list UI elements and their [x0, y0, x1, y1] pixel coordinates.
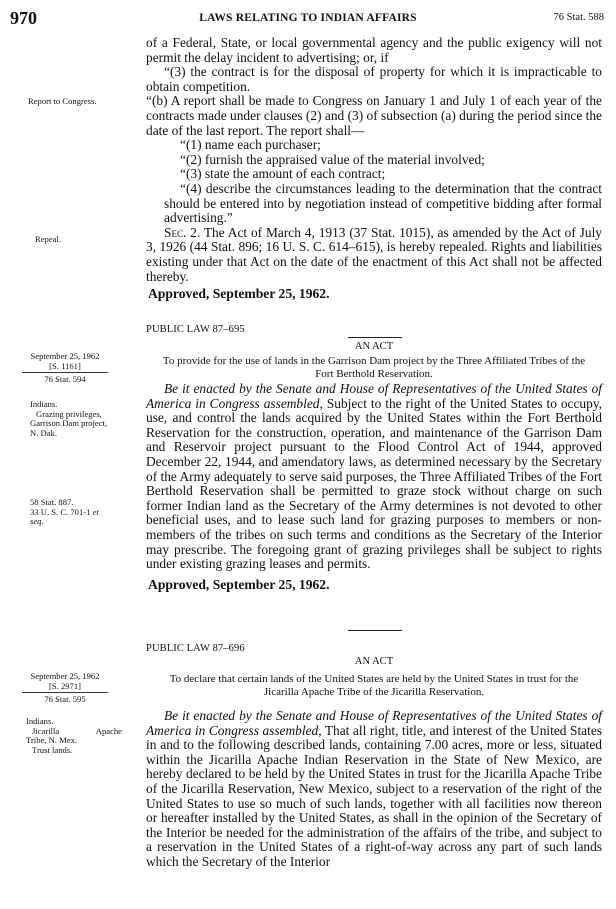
list-item: “(2) furnish the appraised value of the material involved; [180, 151, 485, 167]
public-law-number: PUBLIC LAW 87–695 [146, 324, 245, 335]
act-body [146, 709, 602, 870]
bill-number: [S. 1161] [49, 360, 81, 371]
citation-line: seq. [30, 516, 44, 527]
enacting-clause: Be it enacted by the Senate and House of Representatives of the United States of America in Congress assembled, [146, 381, 602, 411]
margin-note-report: Report to Congress. [28, 96, 97, 106]
list-item: “(1) name each purchaser; [180, 137, 321, 153]
paragraph: of a Federal, State, or local governmental agency and the public exigency will not permit the delay incident to advertising; or, if [146, 35, 602, 65]
divider [22, 372, 108, 373]
paragraph: “(3) the contract is for the disposal of property for which it is impracticable to obtain competition. [146, 64, 602, 94]
subject-line: Indians. [30, 399, 58, 409]
enacting-paragraph [146, 382, 602, 572]
subject-line: Indians. [26, 716, 54, 726]
enacting-paragraph [146, 709, 602, 870]
subject-line: Grazing privileges, [36, 408, 102, 419]
running-title: LAWS RELATING TO INDIAN AFFAIRS [199, 12, 417, 24]
subject-line: Jicarilla Apache [32, 725, 122, 736]
list-item: “(3) state the amount of each contract; [180, 166, 386, 182]
margin-note-subject [30, 400, 150, 438]
subject-line: N. Dak. [30, 427, 57, 438]
act-purpose: To provide for the use of lands in the Garrison Dam project by the Three Affiliated Tribes of the Fort Berthold Reservation. [162, 355, 586, 380]
bill-number: [S. 2971] [49, 680, 81, 691]
divider [348, 630, 402, 631]
public-law-number: PUBLIC LAW 87–696 [146, 643, 245, 654]
page-number: 970 [10, 8, 37, 28]
approval-date: Approved, September 25, 1962. [148, 286, 330, 302]
paragraph [146, 226, 602, 284]
stat-reference: 76 Stat. 588 [553, 12, 604, 23]
citation-line: 58 Stat. 887. [30, 497, 74, 507]
continuation-text [146, 36, 602, 302]
subject-line: Tribe, N. Mex. [26, 735, 78, 746]
act-text: Subject to the right of the United States to occupy, use, and control the lands acquired by the United States within the Fort Berthold Reservation for the construction, operation, and maintenance of the Garrison Dam and Reservoir project pursuant to the Flood Control Act of 1944, approved December 22, 1944, and amendatory laws, as determined necessary by the Secretary of the Army adequately to serve said purposes, the Three Affiliated Tribes of the Fort Berthold Reservation shall be permitted to graze stock without charge on such former Indian land as the Secretary of the Army determines is not devoted to other beneficial uses, and to lease such land for grazing purposes to members or non-members of the tribes on such terms and conditions as the Secretary of the Interior may prescribe. The foregoing grant of grazing privileges shall be subject to rights under existing grazing leases and permits. [146, 395, 602, 572]
margin-note-repeal: Repeal. [35, 234, 62, 244]
approval-date: Approved, September 25, 1962. [148, 576, 330, 592]
enactment-date: September 25, 1962 [30, 351, 100, 361]
statute-reference: 76 Stat. 594 [44, 374, 86, 385]
page-header [0, 4, 616, 28]
statute-reference: 76 Stat. 595 [44, 694, 86, 705]
margin-note-citation [30, 498, 150, 527]
act-heading: AN ACT [354, 341, 394, 352]
citation-line: 33 U. S. C. 701-1 et [30, 506, 99, 517]
divider [22, 692, 108, 693]
margin-note-date [4, 352, 126, 385]
act-purpose: To declare that certain lands of the United States are held by the United States in trust for the Jicarilla Apache Tribe of the Jicarilla Reservation. [169, 673, 579, 698]
section-text: The Act of March 4, 1913 (37 Stat. 1015), as amended by the Act of July 3, 1926 (44 Stat. 896; 16 U. S. C. 614–615), is hereby repealed. Rights and liabilities existing under that Act on the date of the enactment of this Act shall not be affected thereby. [146, 224, 602, 284]
list-item: “(4) describe the circumstances leading to the determination that the contract should be entered into by negotiation instead of competitive bidding after formal advertising.” [164, 180, 602, 226]
paragraph: “(b) A report shall be made to Congress on January 1 and July 1 of each year of the contracts made under clauses (2) and (3) of subsection (a) during the period since the date of the last report. The report shall— [146, 93, 602, 138]
divider [348, 337, 402, 338]
enacting-clause: Be it enacted by the Senate and House of Representatives of the United States of America in Congress assembled, [146, 708, 602, 738]
subject-line: Garrison Dam project, [30, 418, 108, 429]
section-label: Sec. 2. [164, 224, 201, 240]
act-heading: AN ACT [354, 656, 394, 667]
margin-note-date [4, 672, 126, 705]
act-body [146, 382, 602, 592]
margin-note-subject [26, 717, 122, 755]
subject-line: Trust lands. [32, 744, 73, 755]
act-text: That all right, title, and interest of the United States in and to the following described lands, containing 7.00 acres, more or less, situated within the Jicarilla Apache Indian Reservation in the State of New Mexico, are hereby declared to be held by the United States in trust for the Jicarilla Apache Tribe of the Jicarilla Reservation, New Mexico, subject to a reservation of the right of the United States to use so much of such lands, together with all facilities now thereon or hereafter installed by the United States, as shall in the opinion of the Secretary of the Interior be needed for the administration of the affairs of the tribe, and subject to a reservation in the United States of a right-of-way across any part of such lands which the Secretary of the Interior [146, 722, 602, 869]
enactment-date: September 25, 1962 [30, 671, 100, 681]
